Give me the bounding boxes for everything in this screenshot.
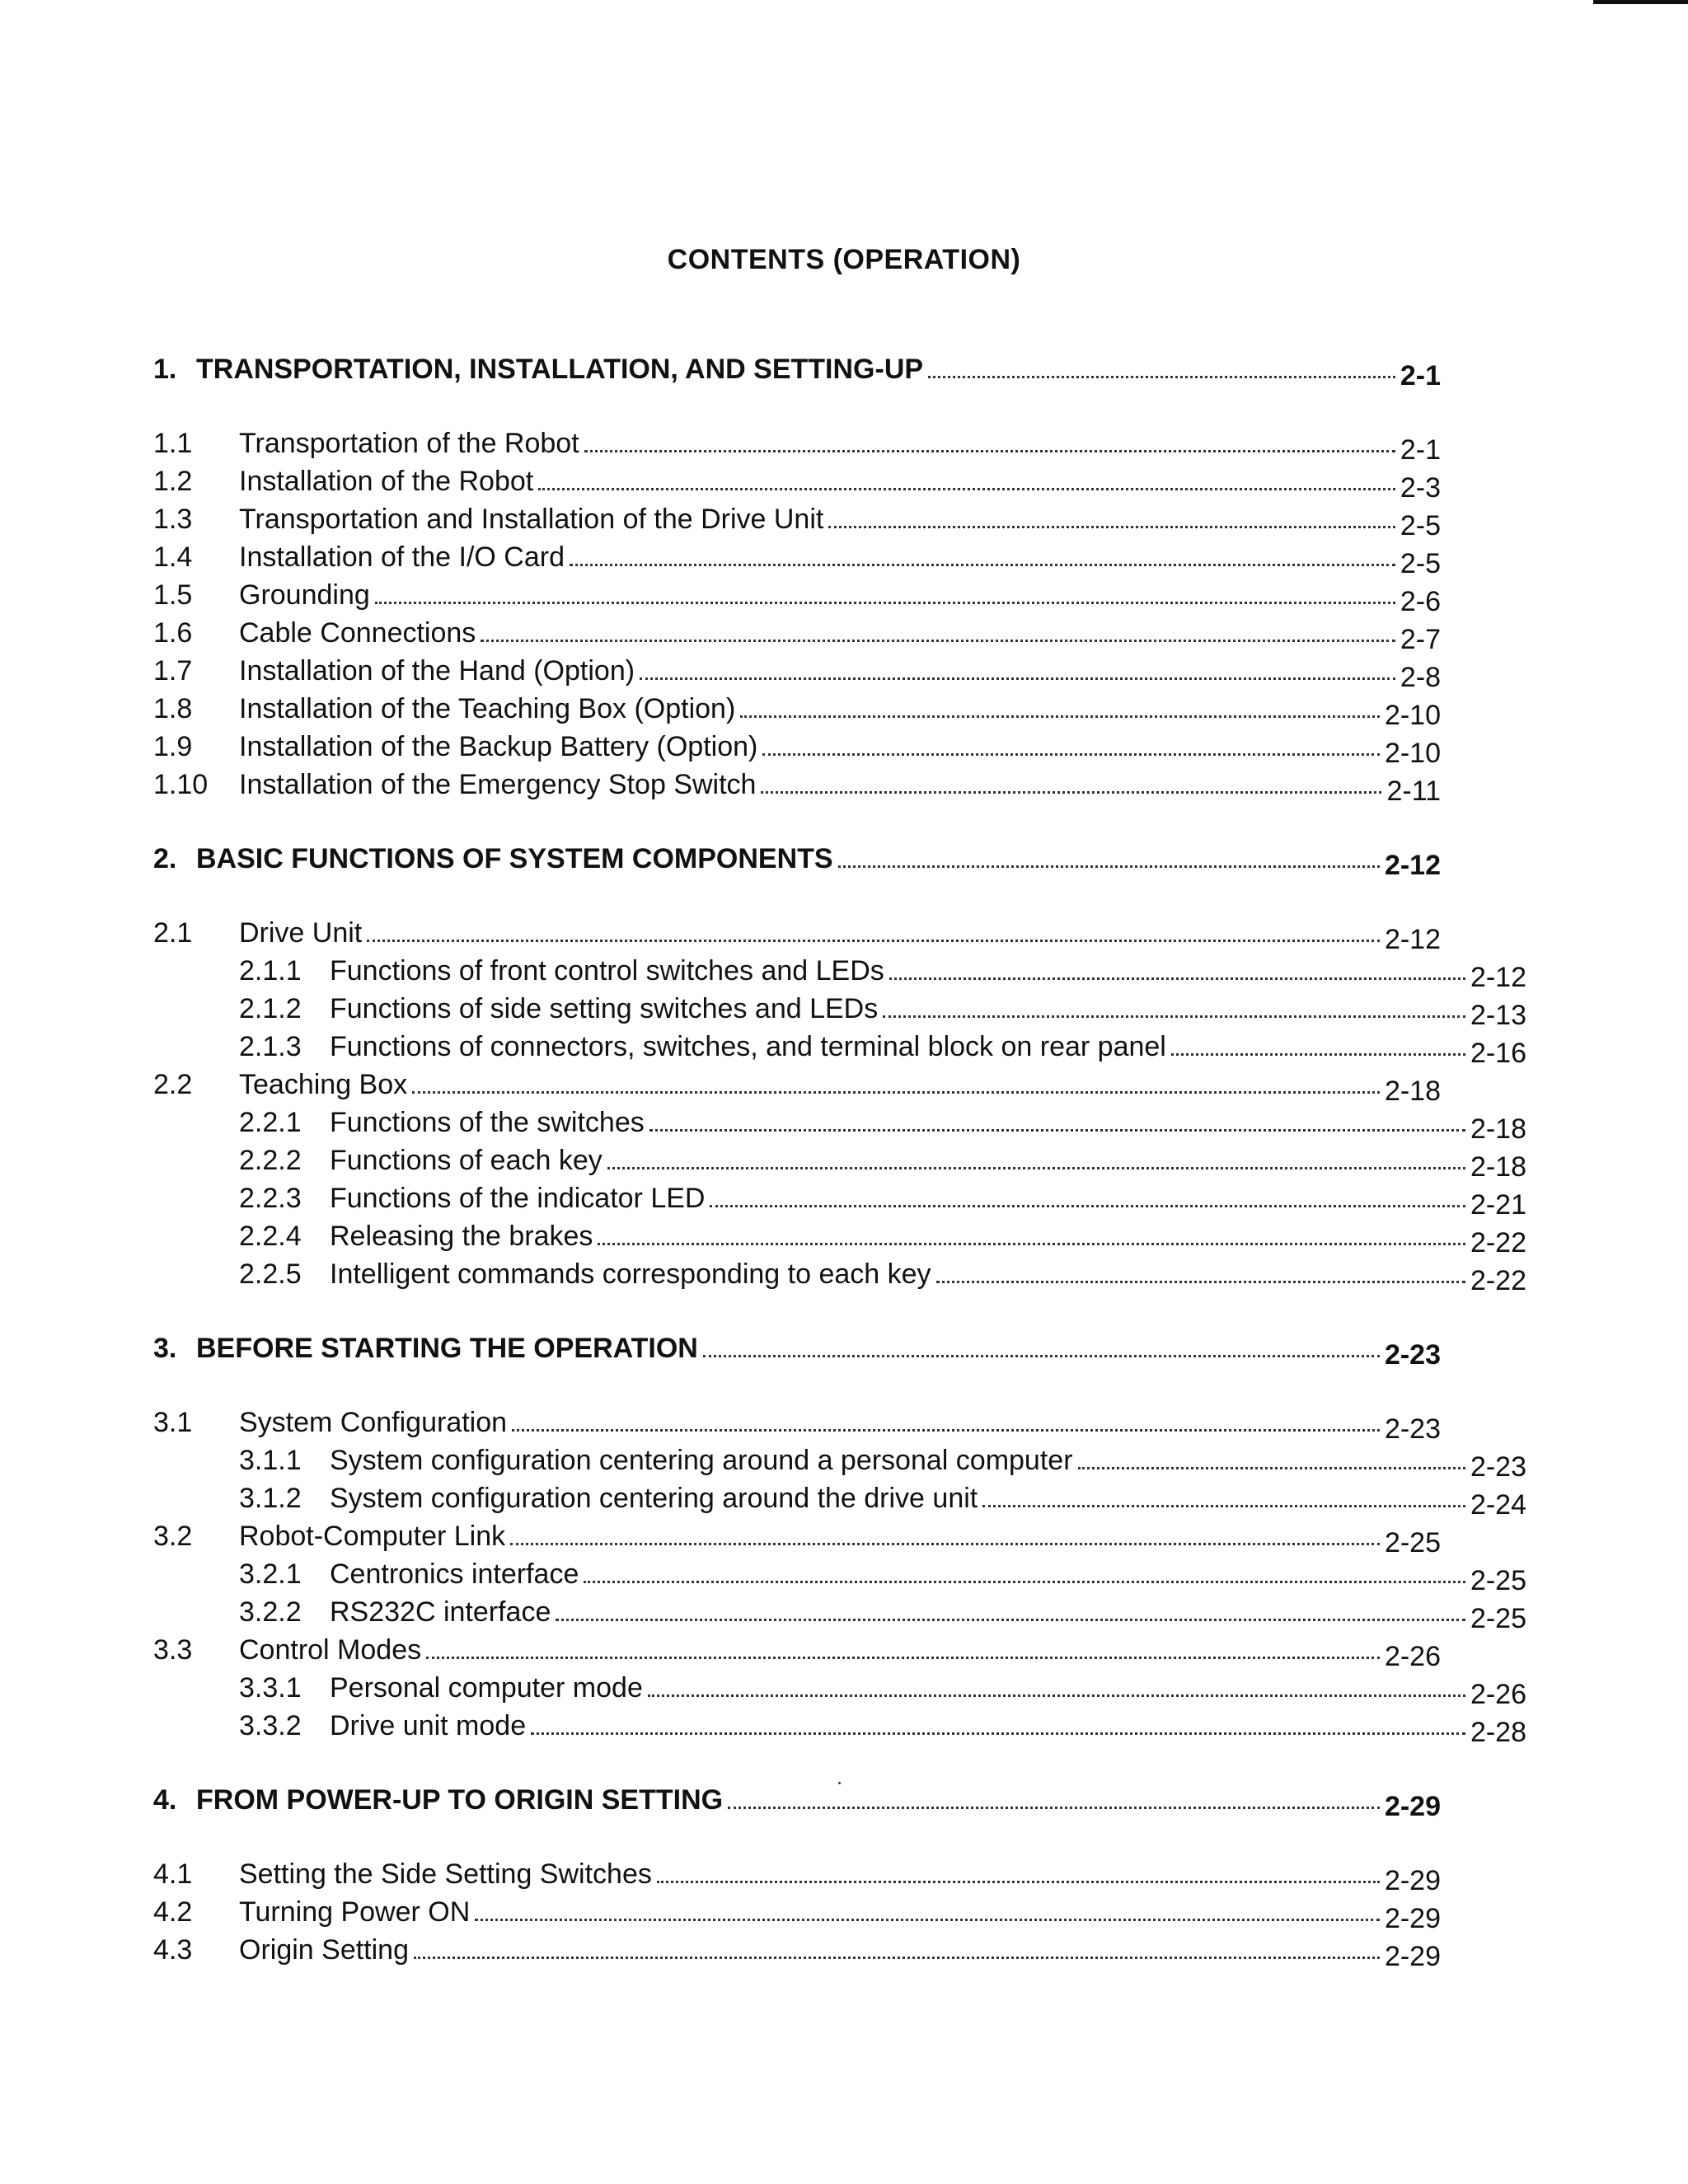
entry-title: BASIC FUNCTIONS OF SYSTEM COMPONENTS [196,843,833,874]
dot-leader [412,1091,1380,1094]
page-number: 2-10 [1384,738,1441,769]
entry-number: 3.2.2 [239,1596,302,1628]
toc-subsection-entry [153,1101,1526,1145]
dot-leader [648,1694,1465,1697]
entry-number: 1.7 [153,655,193,687]
toc-section-entry [153,460,1441,504]
entry-number: 1.8 [153,693,193,724]
entry-number: 2.1.1 [239,955,302,987]
toc-section-entry [153,536,1441,579]
toc-chapter-entry [153,1779,1441,1822]
entry-number: 1.9 [153,731,193,762]
entry-title: Installation of the Emergency Stop Switch [239,769,757,800]
entry-number: 3.3 [153,1634,193,1666]
toc-section-entry [153,422,1441,466]
dot-leader [607,1167,1465,1169]
toc-section-entry [153,1063,1441,1107]
page-number: 2-6 [1400,586,1441,617]
entry-number: 1.10 [153,769,209,800]
dot-leader [657,1881,1380,1883]
entry-number: 3.3.1 [239,1672,302,1704]
dot-leader [762,753,1380,756]
dot-leader [556,1619,1465,1621]
dot-leader [740,715,1380,718]
entry-number: 3.1.1 [239,1445,302,1476]
entry-title: Functions of each key [330,1145,603,1176]
entry-title: Drive unit mode [330,1710,527,1741]
dot-leader [728,1807,1380,1809]
entry-title: Control Modes [239,1634,422,1666]
dot-leader [928,376,1395,378]
toc-subsection-entry [153,1253,1526,1296]
dot-leader [640,677,1395,680]
page-number: 2-22 [1470,1227,1526,1258]
entry-number: 2. [153,843,177,874]
entry-number: 2.1.2 [239,993,302,1024]
entry-title: Functions of front control switches and LEDs [330,955,884,987]
page-number: 2-23 [1384,1413,1441,1445]
toc-section-entry [153,612,1441,655]
page-number: 2-29 [1384,1903,1441,1934]
dot-leader [761,791,1381,794]
dot-leader [936,1281,1465,1283]
entry-title: Releasing the brakes [330,1221,593,1252]
page-number: 2-28 [1470,1717,1526,1748]
page-number: 2-21 [1470,1189,1526,1221]
toc-subsection-entry [153,1177,1526,1221]
entry-number: 3. [153,1333,177,1364]
toc-subsection-entry [153,1215,1526,1258]
dot-leader [481,640,1395,642]
dot-leader [889,977,1465,980]
toc-subsection-entry [153,1704,1526,1748]
page-number: 2-26 [1470,1679,1526,1710]
page-number: 2-24 [1470,1489,1526,1521]
toc-section-entry [153,687,1441,731]
entry-title: Turning Power ON [239,1896,471,1928]
dot-leader [1078,1467,1465,1469]
toc-section-entry [153,1891,1441,1934]
page-number: 2-12 [1384,850,1441,881]
toc-section-entry [153,912,1441,955]
toc-section-entry [153,1401,1441,1445]
entry-title: RS232C interface [330,1596,551,1628]
dot-leader [475,1919,1380,1921]
page-number: 2-10 [1384,700,1441,731]
toc-subsection-entry [153,1439,1526,1483]
toc-section-entry [153,649,1441,693]
entry-title: Functions of side setting switches and LEDs [330,993,879,1024]
entry-number: 2.1 [153,917,193,949]
dot-leader [710,1205,1465,1207]
entry-title: Installation of the Backup Battery (Option) [239,731,758,762]
page-number: 2-25 [1470,1565,1526,1596]
entry-title: System configuration centering around a personal computer [330,1445,1073,1476]
page-number: 2-23 [1470,1451,1526,1483]
dot-leader [703,1355,1380,1357]
page-number: 2-23 [1384,1339,1441,1371]
entry-number: 3.2 [153,1521,193,1552]
toc-subsection-entry [153,1591,1526,1634]
entry-title: Installation of the Teaching Box (Option) [239,693,736,724]
dot-leader [531,1732,1465,1735]
dot-leader [598,1243,1465,1245]
page-number: 2-16 [1470,1038,1526,1069]
entry-title: Cable Connections [239,617,476,649]
dot-leader [512,1429,1380,1432]
dot-leader [570,564,1395,566]
entry-number: 2.2.1 [239,1107,302,1138]
dot-leader [426,1657,1380,1659]
entry-number: 3.1 [153,1407,193,1438]
entry-number: 1.4 [153,541,193,573]
page-number: 2-1 [1400,434,1441,466]
entry-title: Setting the Side Setting Switches [239,1858,652,1890]
entry-title: BEFORE STARTING THE OPERATION [196,1333,698,1364]
entry-number: 4.3 [153,1934,193,1966]
page-title: CONTENTS (OPERATION) [667,244,1021,275]
entry-number: 2.2.4 [239,1221,302,1252]
entry-title: Personal computer mode [330,1672,643,1704]
entry-number: 1.2 [153,466,193,497]
page-number: 2-7 [1400,624,1441,655]
toc-section-entry [153,1853,1441,1896]
entry-title: Functions of connectors, switches, and terminal block on rear panel [330,1031,1166,1062]
page-number: 2-18 [1470,1113,1526,1145]
entry-title: FROM POWER-UP TO ORIGIN SETTING [196,1784,724,1816]
dot-leader [982,1505,1465,1507]
entry-title: Intelligent commands corresponding to each key [330,1258,931,1290]
page-number: 2-5 [1400,548,1441,579]
entry-number: 1.5 [153,579,193,611]
dot-leader [649,1129,1465,1132]
dot-leader [367,940,1380,942]
page-number: 2-25 [1470,1603,1526,1634]
dot-leader [1171,1053,1465,1056]
entry-title: Installation of the Hand (Option) [239,655,635,687]
toc-section-entry [153,574,1441,617]
page-number: 2-12 [1384,924,1441,955]
entry-number: 4.1 [153,1858,193,1890]
entry-number: 2.2 [153,1069,193,1100]
toc-subsection-entry [153,1025,1526,1069]
dot-leader [414,1957,1380,1959]
page-number: 2-18 [1384,1076,1441,1107]
dot-leader [584,450,1395,452]
entry-number: 1.3 [153,504,193,535]
entry-title: Transportation and Installation of the Drive Unit [239,504,824,535]
toc-subsection-entry [153,1553,1526,1596]
toc-section-entry [153,725,1441,769]
dot-leader [828,526,1395,528]
page-number: 2-22 [1470,1265,1526,1296]
page-number: 2-11 [1386,776,1441,807]
toc-subsection-entry [153,949,1526,993]
toc-section-entry [153,1929,1441,1972]
page-number: 2-12 [1470,962,1526,993]
dot-leader [510,1543,1380,1545]
toc-subsection-entry [153,1139,1526,1183]
toc-section-entry [153,1629,1441,1672]
toc-subsection-entry [153,987,1526,1031]
page-number: 2-5 [1400,510,1441,541]
toc-subsection-entry [153,1666,1526,1710]
page-number: 2-29 [1384,1865,1441,1896]
dot-leader [375,602,1395,604]
dot-leader [538,488,1395,490]
page-number: 2-26 [1384,1641,1441,1672]
page-number: 2-18 [1470,1151,1526,1183]
toc-chapter-entry [153,837,1441,881]
corner-scan-mark [1593,0,1688,4]
entry-number: 2.2.5 [239,1258,302,1290]
entry-title: Functions of the switches [330,1107,645,1138]
page-number: 2-25 [1384,1527,1441,1558]
entry-title: Teaching Box [239,1069,408,1100]
page-number: 2-8 [1400,662,1441,693]
entry-number: 2.2.2 [239,1145,302,1176]
toc-subsection-entry [153,1477,1526,1521]
page-number: 2-13 [1470,1000,1526,1031]
page-number: 2-29 [1384,1791,1441,1822]
entry-title: Installation of the Robot [239,466,534,497]
page-number: 2-29 [1384,1941,1441,1972]
entry-title: System configuration centering around the drive unit [330,1483,978,1514]
entry-number: 2.1.3 [239,1031,302,1062]
toc-section-entry [153,1515,1441,1558]
dot-leader [584,1581,1465,1583]
page-number: 2-1 [1400,360,1441,391]
toc-chapter-entry [153,348,1441,391]
entry-title: Robot-Computer Link [239,1521,506,1552]
entry-number: 4.2 [153,1896,193,1928]
entry-number: 3.2.1 [239,1558,302,1590]
entry-number: 3.1.2 [239,1483,302,1514]
toc-chapter-entry [153,1327,1441,1371]
entry-title: Drive Unit [239,917,363,949]
page-number: 2-3 [1400,472,1441,504]
entry-number: 4. [153,1784,177,1816]
entry-number: 1.1 [153,428,193,459]
entry-number: 1.6 [153,617,193,649]
entry-title: Origin Setting [239,1934,409,1966]
entry-title: TRANSPORTATION, INSTALLATION, AND SETTING-UP [196,354,924,385]
entry-number: 2.2.3 [239,1183,302,1214]
entry-title: System Configuration [239,1407,508,1438]
entry-title: Grounding [239,579,370,611]
toc-section-entry [153,498,1441,541]
entry-title: Transportation of the Robot [239,428,579,459]
entry-title: Functions of the indicator LED [330,1183,706,1214]
dot-leader [838,865,1380,868]
toc-section-entry [153,763,1441,807]
entry-number: 1. [153,354,177,385]
entry-title: Centronics interface [330,1558,579,1590]
entry-title: Installation of the I/O Card [239,541,565,573]
entry-number: 3.3.2 [239,1710,302,1741]
dot-leader [883,1015,1465,1018]
